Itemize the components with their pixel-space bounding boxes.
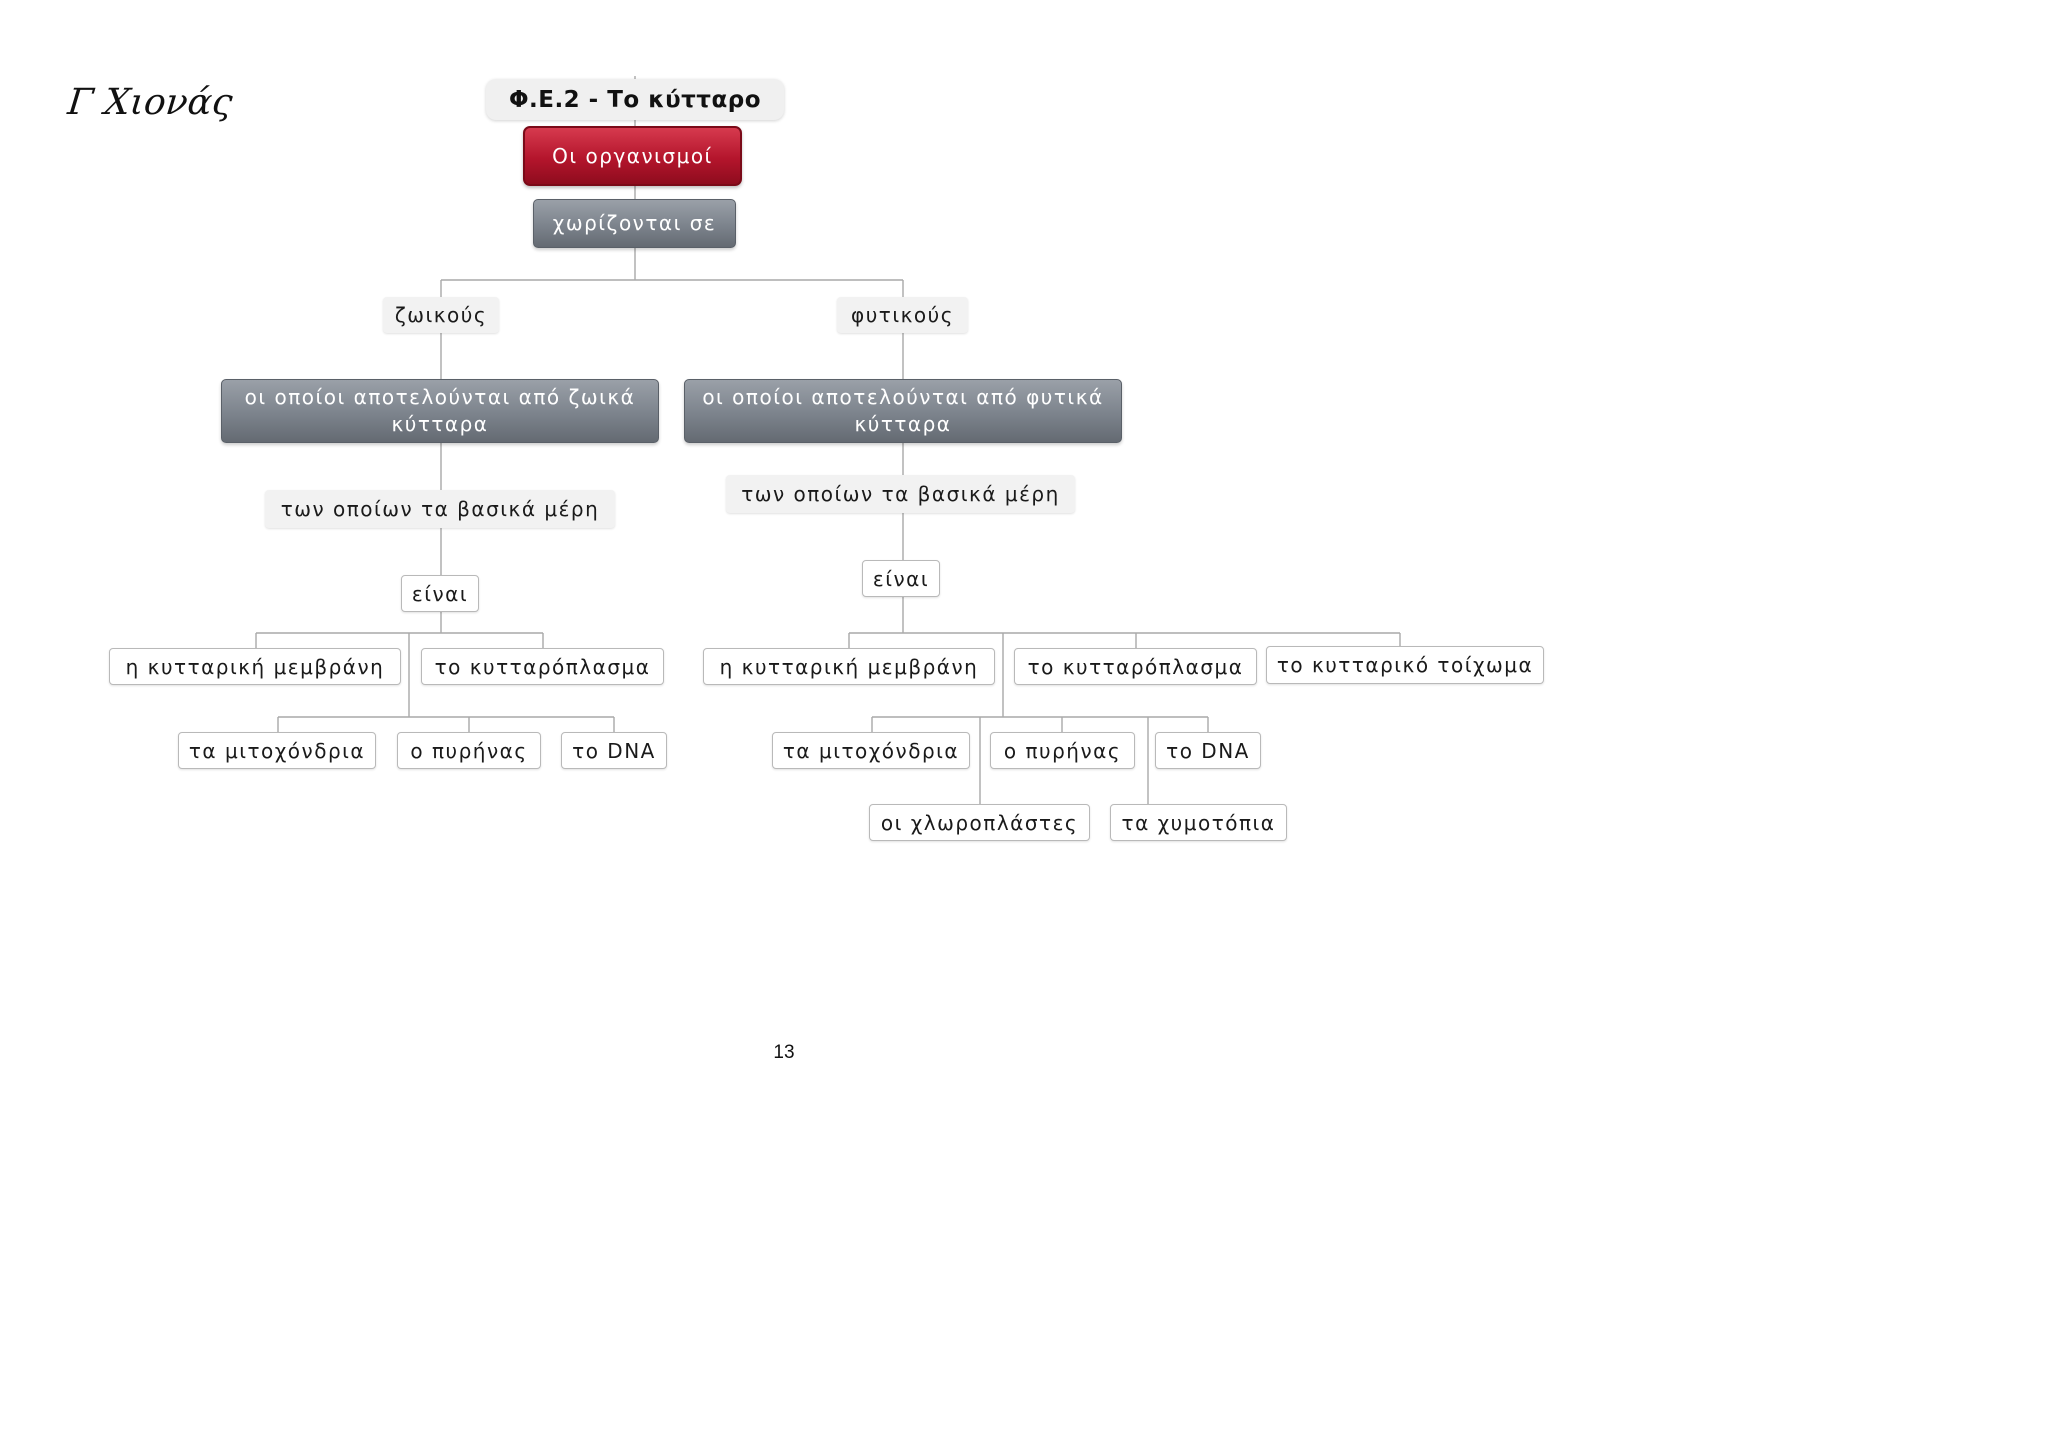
page-number: 13: [773, 1042, 795, 1063]
node-plant-are[interactable]: είναι: [862, 560, 940, 597]
node-plant-dna[interactable]: το DNA: [1155, 732, 1261, 769]
node-animal-main-parts[interactable]: των οποίων τα βασικά μέρη: [265, 490, 615, 528]
node-plant-mitochondria[interactable]: τα μιτοχόνδρια: [772, 732, 970, 769]
node-animal-cytoplasm[interactable]: το κυτταρόπλασμα: [421, 648, 664, 685]
node-animal-mitochondria[interactable]: τα μιτοχόνδρια: [178, 732, 376, 769]
node-plant-vacuoles[interactable]: τα χυμοτόπια: [1110, 804, 1287, 841]
node-plant-main-parts[interactable]: των οποίων τα βασικά μέρη: [726, 475, 1075, 513]
node-animal[interactable]: ζωικούς: [383, 297, 499, 333]
node-plant-cells[interactable]: οι οποίοι αποτελούνται από φυτικά κύτταρα: [684, 379, 1122, 443]
node-animal-dna[interactable]: το DNA: [561, 732, 667, 769]
node-plant-cell-wall[interactable]: το κυτταρικό τοίχωμα: [1266, 646, 1544, 684]
node-animal-membrane[interactable]: η κυτταρική μεμβράνη: [109, 648, 401, 685]
node-animal-are[interactable]: είναι: [401, 575, 479, 612]
map-title: Φ.Ε.2 - Το κύτταρο: [486, 79, 784, 120]
node-plant[interactable]: φυτικούς: [837, 297, 968, 333]
node-plant-chloroplasts[interactable]: οι χλωροπλάστες: [869, 804, 1090, 841]
node-plant-membrane[interactable]: η κυτταρική μεμβράνη: [703, 648, 995, 685]
node-animal-nucleus[interactable]: ο πυρήνας: [397, 732, 541, 769]
author-signature: Γ Χιονάς: [65, 82, 235, 123]
node-animal-cells[interactable]: οι οποίοι αποτελούνται από ζωικά κύτταρα: [221, 379, 659, 443]
node-plant-nucleus[interactable]: ο πυρήνας: [990, 732, 1135, 769]
node-organisms[interactable]: Οι οργανισμοί: [523, 126, 742, 186]
node-plant-cytoplasm[interactable]: το κυτταρόπλασμα: [1014, 648, 1257, 685]
node-divided-into[interactable]: χωρίζονται σε: [533, 199, 736, 248]
